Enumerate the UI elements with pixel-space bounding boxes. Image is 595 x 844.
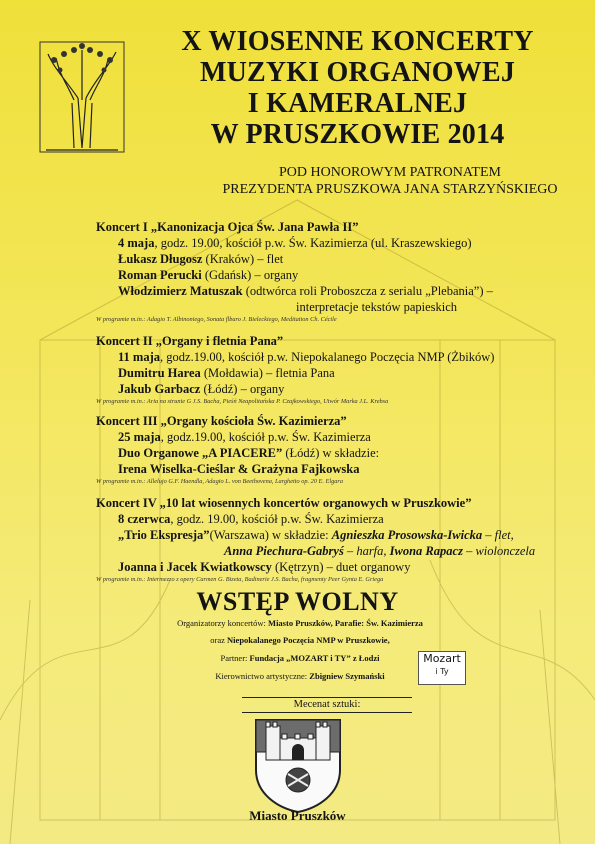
- organizers-label: oraz: [210, 635, 228, 645]
- free-entry-heading: WSTĘP WOLNY: [196, 587, 399, 616]
- concert-4-date-day: 8 czerwca: [118, 512, 171, 526]
- concert-1-heading: Koncert I „Kanonizacja Ojca Św. Jana Pawła II”: [96, 220, 359, 234]
- member-name: Iwona Rapacz: [389, 544, 463, 558]
- performer-details: (Kętrzyn) – duet organowy: [271, 560, 411, 574]
- concert-4-date-details: , godz. 19.00, kościół p.w. Św. Kazimierza: [170, 512, 384, 526]
- member-name: Anna Piechura-Gabryś: [224, 544, 344, 558]
- partner-label: Partner:: [220, 653, 250, 663]
- mozart-foundation-logo: [418, 651, 466, 685]
- performer-name: „Trio Ekspresja”: [118, 528, 210, 542]
- concert-3-date-day: 25 maja: [118, 430, 161, 444]
- performer-name: Łukasz Długosz: [118, 252, 203, 266]
- direction-label: Kierownictwo artystyczne:: [215, 671, 310, 681]
- concert-1-date-day: 4 maja: [118, 236, 155, 250]
- concert-1-performer-1: [96, 251, 586, 267]
- organizers-line-1: [120, 617, 480, 629]
- concert-4-performer-1: [96, 527, 586, 543]
- performer-name: Irena Wiselka-Cieślar & Grażyna Fajkowska: [118, 462, 360, 476]
- concert-3-heading: Koncert III „Organy kościoła Św. Kazimierza”: [96, 414, 347, 428]
- organizers-value: Niepokalanego Poczęcia NMP w Pruszkowie,: [227, 635, 390, 645]
- pruszkow-coat-of-arms: [248, 716, 348, 814]
- concert-1: [96, 219, 586, 325]
- organizers-value: Miasto Pruszków, Parafie: Św. Kazimierza: [268, 618, 423, 628]
- concert-1-performer-2: [96, 267, 586, 283]
- member-instrument: – harfa,: [343, 544, 390, 558]
- concert-3-date: [96, 429, 586, 445]
- member-name: Agnieszka Prosowska-Iwicka: [331, 528, 483, 542]
- concert-4-heading: Koncert IV „10 lat wiosennych koncertów organowych w Pruszkowie”: [96, 496, 472, 510]
- concert-1-performer-3: [96, 283, 586, 299]
- performer-name: Jakub Garbacz: [118, 382, 201, 396]
- patron-label: Mecenat sztuki:: [242, 697, 412, 713]
- performer-name: Włodzimierz Matuszak: [118, 284, 243, 298]
- concert-2-performer-1: [96, 365, 586, 381]
- title-line-1: X WIOSENNE KONCERTY: [181, 26, 534, 57]
- concert-2: [96, 333, 586, 407]
- performer-name: Joanna i Jacek Kwiatkowscy: [118, 560, 272, 574]
- concert-1-programme: W programie m.in.: Adagio T. Albinoniego, Sonata flbaro J. Bieleckiego, Meditation Ch. Cécile: [96, 316, 337, 323]
- concert-1-date-details: , godz. 19.00, kościół p.w. Św. Kazimierza (ul. Kraszewskiego): [154, 236, 472, 250]
- performer-details: (Łódź) – organy: [200, 382, 285, 396]
- patronage-line-1: POD HONOROWYM PATRONATEM: [279, 165, 501, 180]
- city-name: Miasto Pruszków: [249, 808, 346, 823]
- concert-4-performer-2: [96, 559, 586, 575]
- title-line-3: I KAMERALNEJ: [247, 88, 468, 119]
- concert-3-date-details: , godz.19.00, kościół p.w. Św. Kazimierza: [160, 430, 371, 444]
- concert-2-performer-2: [96, 381, 586, 397]
- concert-4-performer-1-cont: [96, 543, 586, 559]
- title-line-2: MUZYKI ORGANOWEJ: [199, 57, 516, 88]
- poster-title: [128, 26, 587, 150]
- concert-2-programme: W programie m.in.: Aria na strunie G J.S. Bacha, Pieśń Neapolitańska P. Czajkowskiego, Utwór Marka J.L. Krebsa: [96, 398, 389, 405]
- member-instrument: – wiolonczela: [462, 544, 536, 558]
- performer-name: Duo Organowe „A PIACERE”: [118, 446, 283, 460]
- concert-1-performer-3-cont: interpretacje tekstów papieskich: [296, 300, 458, 314]
- patronage: [200, 164, 580, 198]
- organizers-line-2: [120, 634, 480, 646]
- concert-2-heading: Koncert II „Organy i fletnia Pana”: [96, 334, 284, 348]
- performer-details: (Gdańsk) – organy: [201, 268, 299, 282]
- member-instrument: – flet,: [482, 528, 514, 542]
- concert-2-date-details: , godz.19.00, kościół p.w. Niepokalanego Poczęcia NMP (Żbików): [160, 350, 495, 364]
- concert-1-date: [96, 235, 586, 251]
- mozart-logo-text: Mozart: [423, 652, 461, 665]
- concert-4: [96, 495, 586, 585]
- performer-details: (Mołdawia) – fletnia Pana: [200, 366, 335, 380]
- performer-details: (Łódź) w składzie:: [282, 446, 380, 460]
- mozart-logo-subtext: i Ty: [435, 667, 449, 676]
- performer-name: Dumitru Harea: [118, 366, 201, 380]
- concert-2-date: [96, 349, 586, 365]
- performer-details: (odtwórca roli Proboszcza z serialu „Plebania”) –: [242, 284, 493, 298]
- partner-value: Fundacja „MOZART i TY” z Łodzi: [249, 653, 380, 663]
- concert-3-programme: W programie m.in.: Allelujo G.F. Haendla, Adagio L. von Beethovena, Larghetto op. 20 E. Elgara: [96, 478, 344, 485]
- concert-4-date: [96, 511, 586, 527]
- direction-value: Zbigniew Szymański: [309, 671, 385, 681]
- concert-2-date-day: 11 maja: [118, 350, 161, 364]
- title-line-4: W PRUSZKOWIE 2014: [210, 119, 505, 150]
- performer-name: Roman Perucki: [118, 268, 202, 282]
- concert-3: [96, 413, 586, 487]
- organizers-label: Organizatorzy koncertów:: [177, 618, 269, 628]
- concert-3-performer-2: [96, 461, 586, 477]
- patronage-line-2: PREZYDENTA PRUSZKOWA JANA STARZYŃSKIEGO: [222, 182, 558, 197]
- concert-3-performer-1: [96, 445, 586, 461]
- willow-tree-logo: [34, 38, 130, 156]
- performer-details: (Warszawa) w składzie:: [209, 528, 332, 542]
- performer-details: (Kraków) – flet: [202, 252, 284, 266]
- concert-4-programme: W programie m.in.: Intermezzo z opery Carmen G. Bizeta, Badinerie J.S. Bacha, fragmenty Peer Gynta E. Griega: [96, 576, 384, 583]
